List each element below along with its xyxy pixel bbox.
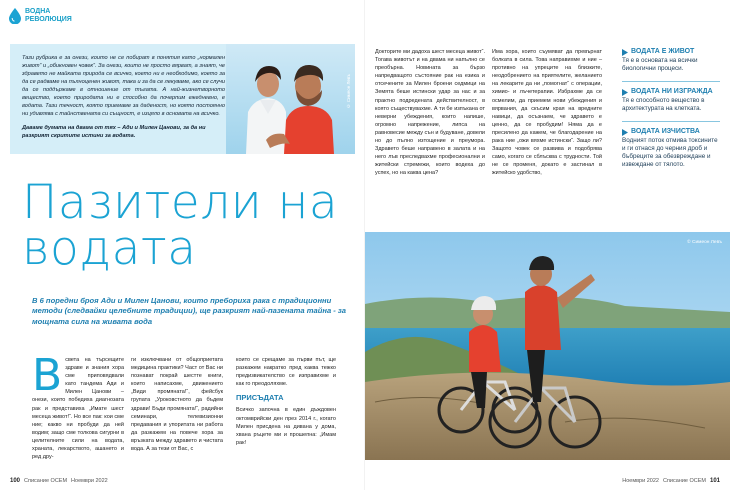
issue-left: Ноември 2022 [71,478,108,484]
divider [622,121,720,122]
section-heading-verdict: ПРИСЪДАТА [236,393,284,403]
page-number-right: 101 [709,478,720,484]
folio-right [622,478,720,484]
water-drop-icon [9,8,21,24]
fact-item [622,48,720,73]
magazine-name-left: Списание ОСЕМ [24,478,68,484]
section-logo [9,8,72,24]
cyclists-photo-credit: © Симеон Левъ [687,240,722,245]
arrow-right-icon [622,49,628,56]
cyclists-scene [365,232,730,460]
body-text-1: света на търсещите здраве и знания хора сме приповядвали като тандема Ади и Милен Цанови – онези, които победиха диагнозата рак и представиха „Имате шест месеца живот!“. Но все пак: кои сме ние; какво ни пробуди да ней водим; защо сме толкова сигурни в целителните сили на водата, храната, лекарството, ашането и ред дру- [32,357,124,461]
fact-item [622,128,720,169]
folio-left [10,478,108,484]
arrow-right-icon [622,129,628,136]
issue-right: Ноември 2022 [622,478,659,484]
divider [622,81,720,82]
drop-cap: В [32,350,63,401]
fact-item [622,88,720,113]
body-column-2 [131,356,223,453]
article-lead: В 6 поредни броя Ади и Милен Цанови, които преборихa рака с традиционни методи (следвайки целебните традиции), ще разкрият най-пазената тайна - за мощната сила на живата вода [32,296,347,326]
authors-portrait-photo [226,44,355,154]
right-page [365,0,730,490]
intro-box [10,44,355,154]
body-column-1 [32,350,124,461]
cyclists-photo [365,232,730,460]
facts-sidebar [622,48,720,177]
body-text-2: ги изключвани от общоприетата медицина практики? Част от Вас ни познават покрай шестте книги, които написахме, движението „Види промяната!“, фейсбук групата „Уроковстното да бъдем здрави! Бъди промяната!“, радийни семинари, телевизионни предавания и упоритата ни работа да разкажем на повече хора за връзката между здравето и чистата вода. А за тези от Вас, с [131,357,223,453]
section-name-top: ВОДНА [25,8,51,15]
arrow-right-icon [622,89,628,96]
body-text-3b: Всичко започна в един дъждовен октомврийски ден през 2014 г., когато Милен присдена на дивана у дома, хвана ръцете ми и прошепна: „Имам рак! [236,407,336,446]
section-name-bottom: РЕВОЛЮЦИЯ [25,16,72,23]
body-column-3 [236,356,336,447]
fact-text: Тя е в основата на всички биологични процеси. [622,57,698,72]
fact-heading: ВОДАТА ИЗЧИСТВА [631,128,700,135]
page-number-left: 100 [10,478,21,484]
fact-heading: ВОДАТА НИ ИЗГРАЖДА [631,88,713,95]
intro-signoff: Даваме думата на двама от тях – Ади и Милен Цанови, за да ни разкрият скритите истини за водата. [22,125,206,139]
fact-text: Тя е способното вещество в архитектурата на клетката. [622,97,705,112]
fact-heading: ВОДАТА Е ЖИВОТ [631,48,695,55]
right-column-1: Докторите ми дадоха шест месеца живот“. Тогава животът и на двама ни напълно се преобърна. Новината за бързо напредващото състояние рак на езика и отсечените за Милен броени седмици на Земята беше истински удар за нас и за практно подредената действителност, в която съществувахме. А ти бе изпъкана от неверни убеждения, които напише, огромно напрежение, липса на равновесие между сън и будуване, довели но до пълно изтощение и преумора. Здравето беше направено в залата и на него лъв преследвахме професионални и житейски стремежи, които водеха до успех, но на каква цена? [375,49,485,177]
article-title: Пазители на водата [22,175,339,276]
intro-text: Тази рубрика е за онези, които не се побират в понятия като „нормален живот“ и „обикновен човек“. За онези, които не просто вярват, а знаят, че здравето не майката природа се всичко, което ни е необходимо, което за да се радваме на пълноценен живот, така и за да се лекуваме, ако се случи да се поддържаме в отношение от тъгата. А най-жизнетворното вещество, което природата ни е способно да почерпим ежедневно, е водата. Тази течност, която приемаме за даденост, но която постоянно ни удивлява с тайнствената си същност, е изцяло в основата на всичко. [22,55,225,117]
intro-photo-credit: © Симеон Левъ [346,74,351,109]
body-text-3a: които се срещаме за първи път, ще разкажем накратко пред каква тежко предизвикателство се изправихме и как го преодоляхме. [236,357,336,388]
fact-text: Водният поток отмива токсините и ги отнася до черния дроб и бъбреците за обезвреждане и извеждане от тялото. [622,137,718,168]
magazine-name-right: Списание ОСЕМ [662,478,706,484]
right-column-2: Има хора, които съумяват да превърнат болката в сила. Това направихме и ние – противно на упреците на близките, неодобрението на приятелите, желанието на лекарите да ни „помогнат“ с операции, химио- и лъчетерапии. Избрахме да се осмелим, да приемем нови убеждения и вярвания, да скъсим края на вредните навици, да осъзнаем, че здравето е ценно, да се пробудим! Няма да е пресилено да кажем, че благодарение на рака ние „ожи вяхме истински“. Защо ли? Защото човек се развива и подобрява само, когато се сблъсква с трудности. Той не се променя, докато е застинал в житейско удобство, [492,49,602,177]
